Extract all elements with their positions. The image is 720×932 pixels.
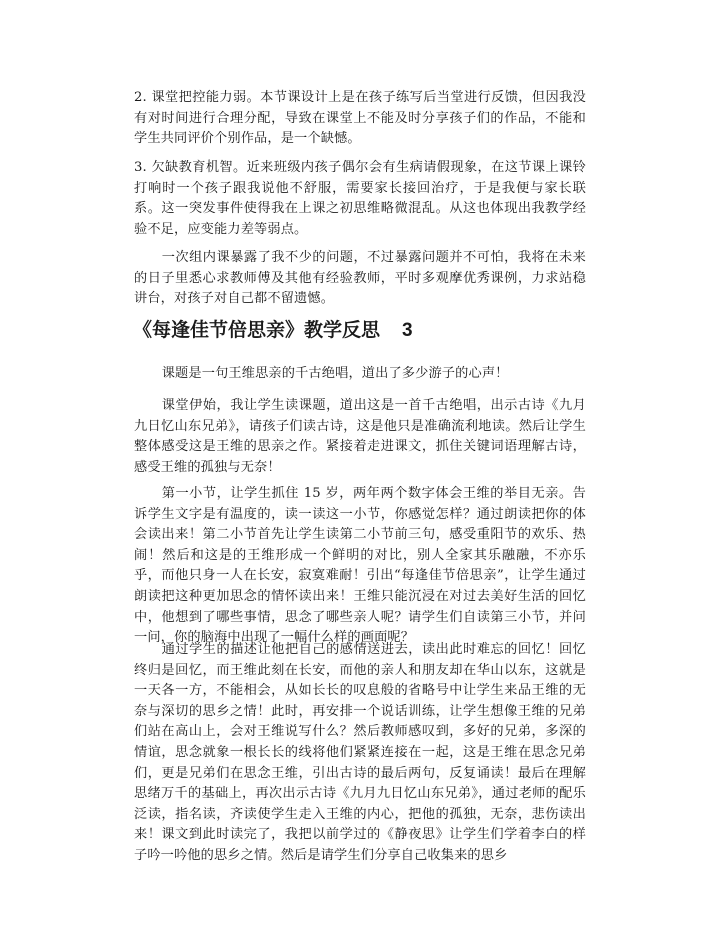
paragraph-text: 课堂伊始，我让学生读课题，道出这是一首千古绝唱，出示古诗《九月九日忆山东兄弟》，请孩子们读古诗，这是他只是准确流利地读。然后让学生整体感受这是王维的思亲之作。紧接着走进课文，抓住关键词语理解古诗，感受王维的孤独与无奈！: [134, 398, 586, 475]
paragraph-teaching-wit: [134, 158, 586, 240]
paragraph-first-section: [134, 484, 586, 649]
heading-number: 3: [402, 320, 413, 341]
paragraph-summary: [134, 248, 586, 310]
paragraph-text: 通过学生的描述让他把自己的感情送进去，读出此时难忘的回忆！回忆终归是回忆，而王维此刻在长安，而他的亲人和朋友却在华山以东，这就是 一天各一方，不能相会，从如长长的叹息般的省略号中让学生来品王维的无奈与深切的思乡之情！此时，再安排一个说话训练，让学生想像王维的兄弟们站在高山上，会对王维说写什么？然后教师感叹到，多好的兄弟，多深的情谊，思念就象一根长长的线将他们紧紧连接在一起，这是王维在思念兄弟们，更是兄弟们在思念王维，引出古诗的最后两句，反复诵读！最后在理解思绪万千的基础上，再次出示古诗《九月九日忆山东兄弟》，通过老师的配乐泛读，指名读，齐读使学生走入王维的内心，把他的孤独，无奈，悲伤读出来！课文到此时读完了，我把以前学过的《静夜思》让学生们学着李白的样子吟一吟他的思乡之情。然后是请学生们分享自己收集来的思乡: [134, 642, 586, 863]
paragraph-lesson-start: [134, 396, 586, 478]
paragraph-text: 一次组内课暴露了我不少的问题，不过暴露问题并不可怕，我将在未来的日子里悉心求教师傅及其他有经验教师，平时多观摩优秀课例，力求站稳讲台，对孩子对自己都不留遗憾。: [134, 250, 586, 307]
paragraph-text: 3. 欠缺教育机智。近来班级内孩子偶尔会有生病请假现象，在这节课上课铃打响时一个孩子跟我说他不舒服，需要家长接回治疗，于是我便与家长联系。这一突发事件使得我在上课之初思维略微混乱。从这也体现出我教学经验不足，应变能力差等弱点。: [134, 160, 586, 237]
paragraph-text: 课题是一句王维思亲的千古绝唱，道出了多少游子的心声！: [161, 366, 509, 381]
paragraph-student-description: [134, 640, 586, 867]
heading-title: 《每逢佳节倍思亲》教学反思: [133, 319, 381, 341]
section-heading: [133, 317, 413, 344]
paragraph-text: 2. 课堂把控能力弱。本节课设计上是在孩子练写后当堂进行反馈，但因我没有对时间进行合理分配，导致在课堂上不能及时分享孩子们的作品，不能和学生共同评价个别作品，是一个缺憾。: [134, 90, 586, 147]
paragraph-classroom-control: [134, 88, 586, 150]
paragraph-topic-intro: [134, 364, 586, 385]
paragraph-text: 第一小节，让学生抓住 15 岁，两年两个数字体会王维的举目无亲。告诉学生文字是有温度的，读一读这一小节，你感觉怎样？通过朗读把你的体会读出来！第二小节首先让学生读第二小节前三句，感受重阳节的欢乐、热闹！然后和这是的王维形成一个鲜明的对比，别人全家其乐融融，不亦乐乎，而他只身一人在长安，寂寞难耐！引出“每逢佳节倍思亲”，让学生通过朗读把这种更加思念的情怀读出来！王维只能沉浸在对过去美好生活的回忆中，他想到了哪些事情，思念了哪些亲人呢？请学生们自读第三小节，并问一问，你的脑海中出现了一幅什么样的画面呢？: [134, 486, 586, 646]
